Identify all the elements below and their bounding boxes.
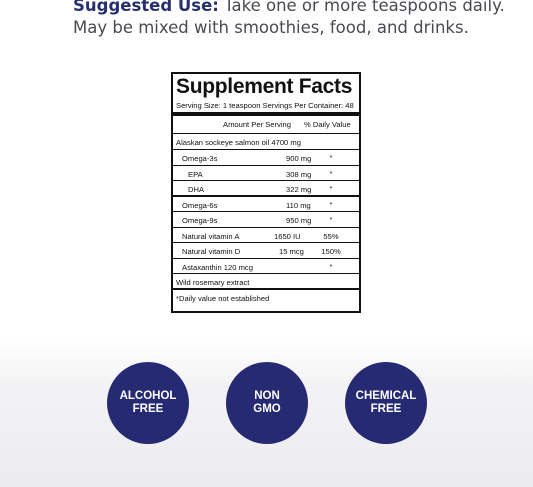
nutrient-dv: *: [329, 201, 333, 209]
nutrient-amount: 900 mg: [286, 154, 312, 163]
chemical-free-badge: [345, 362, 427, 444]
badge-label: CHEMICAL FREE: [355, 390, 417, 415]
facts-row: [173, 166, 359, 182]
facts-row: [173, 197, 359, 213]
daily-value-header: % Daily Value: [304, 120, 351, 129]
alcohol-free-badge: [107, 362, 189, 444]
nutrient-amount: 110 mg: [286, 200, 311, 210]
nutrient-name: DHA: [188, 185, 205, 194]
nutrient-name: Natural vitamin A: [182, 231, 240, 241]
nutrient-amount: 950 mg: [286, 216, 312, 225]
facts-header-row: [173, 116, 359, 134]
nutrient-name: Wild rosemary extract: [176, 278, 250, 287]
facts-row: [173, 228, 359, 244]
nutrient-dv: 150%: [321, 247, 341, 256]
nutrient-amount: 1650 IU: [274, 231, 301, 241]
nutrient-amount: 15 mcg: [279, 247, 304, 256]
suggested-use-line1: Take one or more teaspoons daily.: [218, 0, 505, 15]
non-gmo-badge: [226, 362, 308, 444]
amount-header: Amount Per Serving: [223, 120, 291, 129]
facts-row: [173, 181, 359, 197]
facts-row: [173, 212, 359, 228]
facts-row: [173, 259, 359, 275]
facts-row: [173, 243, 359, 259]
facts-row: [173, 134, 359, 150]
nutrient-dv: *: [329, 217, 333, 224]
nutrient-name: EPA: [188, 169, 203, 179]
suggested-use-text: [73, 0, 513, 39]
nutrient-name: Astaxanthin 120 mcg: [182, 262, 253, 272]
suggested-use-label: Suggested Use:: [73, 0, 219, 15]
facts-title: Supplement Facts: [176, 75, 353, 98]
nutrient-name: Alaskan sockeye salmon oil 4700 mg: [176, 138, 301, 147]
supplement-facts-panel: [171, 72, 361, 313]
nutrient-dv: *: [329, 155, 333, 162]
nutrient-dv: *: [329, 263, 333, 271]
serving-info: Serving Size: 1 teaspoon Servings Per Container: 48: [173, 99, 359, 116]
facts-row: [173, 150, 359, 166]
nutrient-name: Omega-9s: [182, 216, 218, 225]
nutrient-name: Omega-6s: [182, 200, 218, 210]
badge-label: NON GMO: [253, 390, 281, 415]
nutrient-dv: *: [329, 186, 333, 193]
nutrient-dv: *: [329, 170, 333, 178]
nutrient-dv: 55%: [323, 231, 339, 241]
nutrient-amount: 308 mg: [286, 169, 312, 179]
facts-footnote: *Daily value not established: [176, 293, 270, 303]
nutrient-name: Omega-3s: [182, 154, 218, 163]
nutrient-amount: 322 mg: [286, 185, 312, 194]
suggested-use-line2: May be mixed with smoothies, food, and drinks.: [73, 18, 469, 37]
facts-row: [173, 274, 359, 290]
nutrient-name: Natural vitamin D: [182, 247, 241, 256]
badge-label: ALCOHOL FREE: [119, 390, 177, 415]
